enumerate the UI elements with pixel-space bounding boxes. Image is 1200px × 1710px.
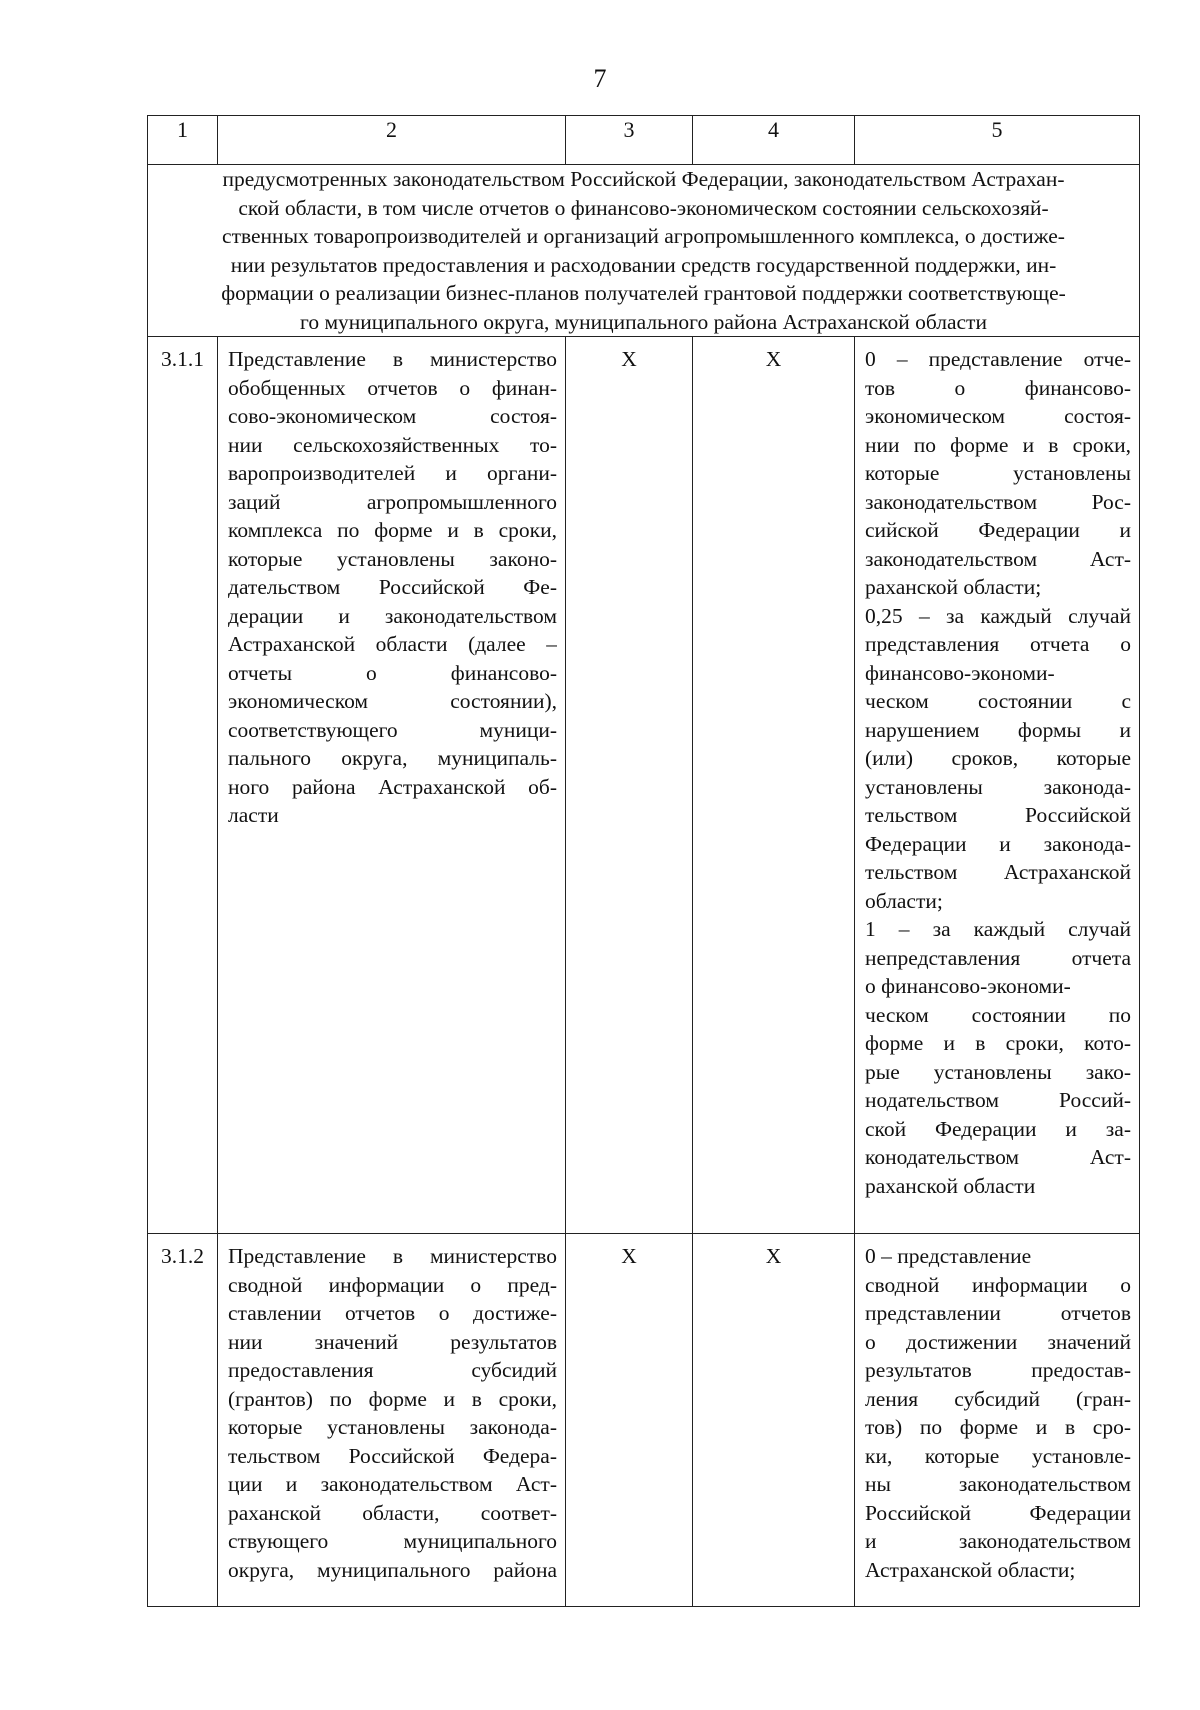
row-number: 3.1.1	[148, 337, 218, 1234]
criteria-line: установлены законода-	[865, 774, 1131, 799]
description-line: обобщенных отчетов о финан-	[228, 375, 557, 400]
description-line: ного района Астраханской об-	[228, 774, 557, 799]
criteria-table	[147, 115, 1140, 1607]
header-col-2: 2	[218, 116, 566, 165]
criteria-line: нарушением формы и	[865, 717, 1131, 742]
criteria-line: и законодательством	[865, 1529, 1131, 1553]
description-line: которые установлены законода-	[228, 1415, 557, 1439]
criteria-line: сийской Федерации и	[865, 518, 1131, 542]
row-description	[218, 1234, 566, 1607]
section-line: ской области, в том числе отчетов о финансово-экономическом состоянии сельскохозяй-	[238, 195, 1049, 220]
criteria-line: тельством Российской	[865, 803, 1131, 827]
criteria-line: раханской области;	[865, 575, 1042, 599]
table-row	[148, 337, 1140, 1234]
description-line: комплекса по форме и в сроки,	[228, 518, 557, 542]
criteria-line: раханской области	[865, 1173, 1036, 1198]
col-4-value: X	[693, 337, 855, 1234]
criteria-line: представлении отчетов	[865, 1301, 1131, 1325]
description-line: сово-экономическом состоя-	[228, 404, 557, 428]
criteria-line: Федерации и законода-	[865, 831, 1131, 856]
description-line: дательством Российской Фе-	[228, 575, 557, 599]
section-line: нии результатов предоставления и расходовании средств государственной поддержки, ин-	[230, 252, 1057, 277]
section-row	[148, 165, 1140, 337]
description-line: округа, муниципального района	[228, 1557, 557, 1582]
criteria-line: которые установлены	[865, 461, 1131, 485]
description-line: Представление в министерство	[228, 1244, 557, 1268]
criteria-line: тельством Астраханской	[865, 860, 1131, 884]
header-col-5: 5	[855, 116, 1140, 165]
criteria-line: непредставления отчета	[865, 945, 1131, 970]
criteria-line: нодательством Россий-	[865, 1088, 1131, 1112]
description-line: раханской области, соответ-	[228, 1500, 557, 1525]
criteria-line: ческом состоянии по	[865, 1002, 1131, 1027]
criteria-line: 1 – за каждый случай	[865, 917, 1131, 941]
criteria-line: форме и в сроки, кото-	[865, 1031, 1131, 1055]
criteria-line: о финансово-экономи-	[865, 974, 1071, 998]
criteria-line: 0 – представление отче-	[865, 347, 1131, 371]
description-line: ствующего муниципального	[228, 1529, 557, 1553]
criteria-line: ления субсидий (гран-	[865, 1386, 1131, 1411]
description-line: Представление в министерство	[228, 347, 557, 371]
criteria-line: ской Федерации и за-	[865, 1116, 1131, 1141]
criteria-line: нии по форме и в сроки,	[865, 432, 1131, 457]
row-description	[218, 337, 566, 1234]
description-line: которые установлены законо-	[228, 546, 557, 571]
table-row	[148, 1234, 1140, 1607]
criteria-line: конодательством Аст-	[865, 1145, 1131, 1169]
criteria-line: 0 – представление	[865, 1244, 1032, 1268]
row-number: 3.1.2	[148, 1234, 218, 1607]
col-3-value: X	[566, 337, 693, 1234]
criteria-line: сводной информации о	[865, 1272, 1131, 1297]
description-line: ставлении отчетов о достиже-	[228, 1301, 557, 1325]
criteria-line: ческом состоянии с	[865, 689, 1131, 713]
header-col-1: 1	[148, 116, 218, 165]
criteria-line: ны законодательством	[865, 1472, 1131, 1496]
criteria-line: 0,25 – за каждый случай	[865, 603, 1131, 628]
criteria-line: рые установлены зако-	[865, 1059, 1131, 1084]
criteria-line: законодательством Рос-	[865, 489, 1131, 514]
row-criteria	[855, 1234, 1140, 1607]
section-line: го муниципального округа, муниципального района Астраханской области	[300, 309, 987, 334]
description-line: нии значений результатов	[228, 1329, 557, 1354]
description-line: сводной информации о пред-	[228, 1272, 557, 1297]
description-line: отчеты о финансово-	[228, 660, 557, 685]
description-line: ции и законодательством Аст-	[228, 1472, 557, 1496]
description-line: варопроизводителей и органи-	[228, 461, 557, 485]
page-number: 7	[593, 64, 607, 93]
description-line: пального округа, муниципаль-	[228, 746, 557, 770]
criteria-line: (или) сроков, которые	[865, 746, 1131, 770]
description-line: экономическом состоянии),	[228, 689, 557, 713]
description-line: соответствующего муници-	[228, 717, 557, 742]
criteria-line: Астраханской области;	[865, 1557, 1076, 1582]
criteria-line: законодательством Аст-	[865, 546, 1131, 571]
description-line: (грантов) по форме и в сроки,	[228, 1386, 557, 1411]
header-col-4: 4	[693, 116, 855, 165]
col-3-value: X	[566, 1234, 693, 1607]
description-line: Астраханской области (далее –	[228, 632, 557, 656]
criteria-line: представления отчета о	[865, 632, 1131, 656]
criteria-line: ки, которые установле-	[865, 1443, 1131, 1468]
description-line: нии сельскохозяйственных то-	[228, 432, 557, 457]
section-text	[148, 165, 1140, 337]
criteria-line: Российской Федерации	[865, 1500, 1131, 1525]
section-line: формации о реализации бизнес-планов получателей грантовой поддержки соответствующе-	[221, 281, 1066, 305]
criteria-line: тов о финансово-	[865, 375, 1131, 400]
criteria-line: о достижении значений	[865, 1329, 1131, 1354]
criteria-line: экономическом состоя-	[865, 404, 1131, 428]
description-line: тельством Российской Федера-	[228, 1443, 557, 1468]
col-4-value: X	[693, 1234, 855, 1607]
criteria-line: тов) по форме и в сро-	[865, 1415, 1131, 1439]
criteria-line: финансово-экономи-	[865, 660, 1055, 685]
description-line: дерации и законодательством	[228, 603, 557, 628]
section-line: предусмотренных законодательством Российской Федерации, законодательством Астрахан-	[222, 167, 1065, 191]
criteria-line: результатов предостав-	[865, 1358, 1131, 1382]
description-line: ласти	[228, 803, 279, 827]
section-line: ственных товаропроизводителей и организаций агропромышленного комплекса, о достиже-	[222, 224, 1065, 248]
row-criteria	[855, 337, 1140, 1234]
description-line: заций агропромышленного	[228, 489, 557, 514]
header-col-3: 3	[566, 116, 693, 165]
header-row	[148, 116, 1140, 165]
description-line: предоставления субсидий	[228, 1358, 557, 1382]
criteria-line: области;	[865, 888, 943, 913]
